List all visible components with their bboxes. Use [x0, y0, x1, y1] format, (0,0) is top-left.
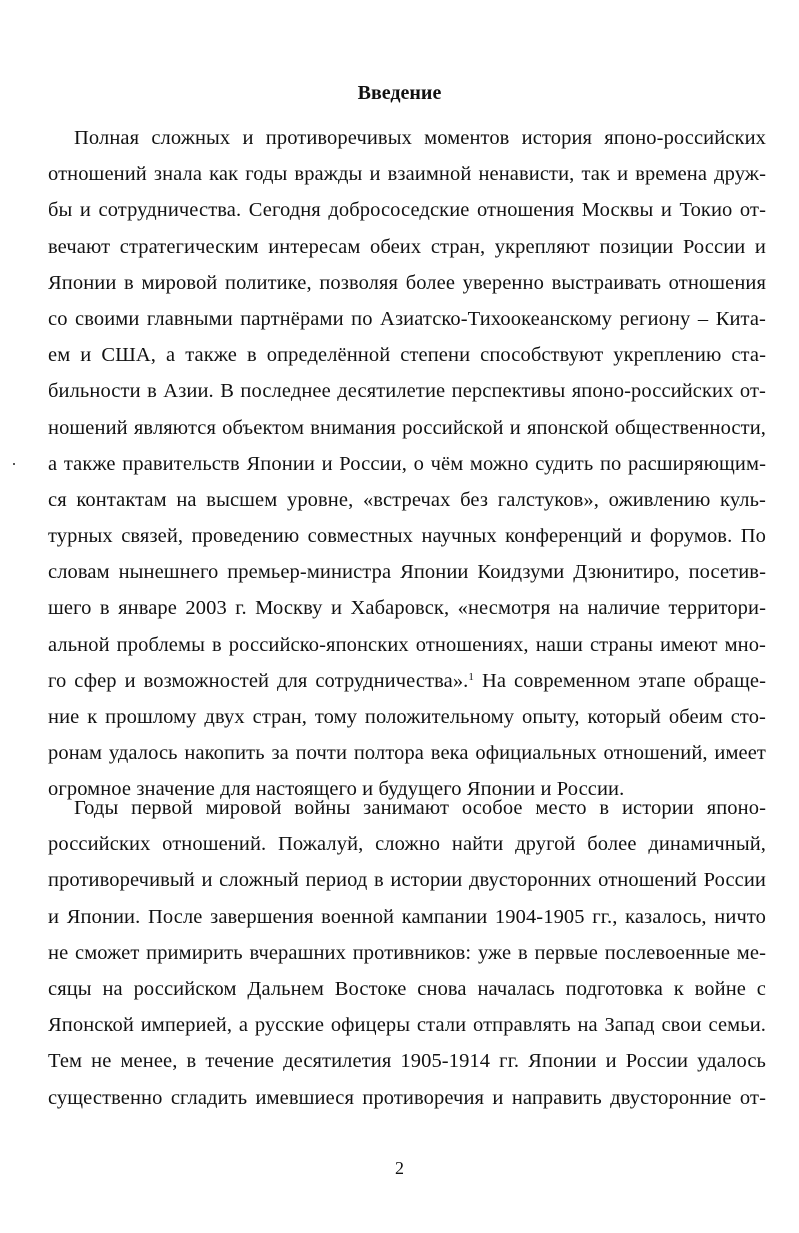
page-title: Введение [357, 82, 442, 104]
text-line: ние к прошлому двух стран, тому положительному опыту, который обеим сто- [48, 706, 766, 728]
text-line: ем и США, а также в определённой степени способствуют укреплению ста- [48, 344, 766, 367]
text-line: турных связей, проведению совместных научных конференций и форумов. По [48, 525, 766, 548]
text-line: противоречивый и сложный период в истории двусторонних отношений России [48, 869, 766, 892]
paragraph-1 [48, 120, 766, 808]
text-line: отношений знала как годы вражды и взаимной ненависти, так и времена друж- [48, 163, 766, 186]
text-line: вечают стратегическим интересам обеих стран, укрепляют позиции России и [48, 235, 766, 258]
footnote-marker[interactable]: 1 [468, 670, 475, 683]
text-line: Японии в мировой политике, позволяя более уверенно выстраивать отношения [48, 271, 766, 294]
text-line: бы и сотрудничества. Сегодня добрососедские отношения Москвы и Токио от- [48, 199, 766, 222]
text-line: словам нынешнего премьер-министра Японии Коидзуми Дзюнитиро, посетив- [48, 561, 766, 584]
text-line-with-footnote [48, 663, 766, 699]
paragraph-2 [48, 790, 766, 1116]
text-line: российских отношений. Пожалуй, сложно найти другой более динамичный, [48, 833, 766, 856]
text-line: и Японии. После завершения военной кампании 1904-1905 гг., казалось, ничто [48, 905, 766, 928]
text-segment: На современном этапе обраще- [474, 669, 767, 692]
text-line: ронам удалось накопить за почти полтора века официальных отношений, имеет [48, 742, 766, 765]
text-line: альной проблемы в российско-японских отношениях, наши страны имеют мно- [48, 633, 766, 656]
text-line: Тем не менее, в течение десятилетия 1905-1914 гг. Японии и России удалось [48, 1050, 766, 1073]
text-line: ношений являются объектом внимания российской и японской общественности, [48, 416, 766, 439]
text-line: не сможет примирить вчерашних противников: уже в первые послевоенные ме- [48, 941, 766, 964]
text-line: бильности в Азии. В последнее десятилетие перспективы японо-российских от- [48, 380, 766, 403]
text-line: существенно сгладить имевшиеся противоречия и направить двусторонние от- [48, 1086, 766, 1109]
text-line: огромное значение для настоящего и будущего Японии и России. [48, 778, 625, 801]
text-line: сяцы на российском Дальнем Востоке снова началась подготовка к войне с [48, 977, 766, 1000]
text-line: Полная сложных и противоречивых моментов история японо-российских [74, 127, 766, 149]
text-line: шего в январе 2003 г. Москву и Хабаровск, «несмотря на наличие территори- [48, 597, 766, 620]
text-line: со своими главными партнёрами по Азиатско-Тихоокеанскому региону – Кита- [48, 307, 766, 330]
text-line: Годы первой мировой войны занимают особое место в истории японо- [74, 797, 766, 819]
text-line: ся контактам на высшем уровне, «встречах без галстуков», оживлению куль- [48, 488, 766, 511]
margin-mark [13, 463, 15, 465]
page-number: 2 [395, 1158, 404, 1178]
text-line: Японской империей, а русские офицеры стали отправлять на Запад свои семьи. [48, 1014, 766, 1037]
text-line: а также правительств Японии и России, о чём можно судить по расширяющим- [48, 452, 766, 475]
text-segment: го сфер и возможностей для сотрудничества». [48, 669, 469, 692]
